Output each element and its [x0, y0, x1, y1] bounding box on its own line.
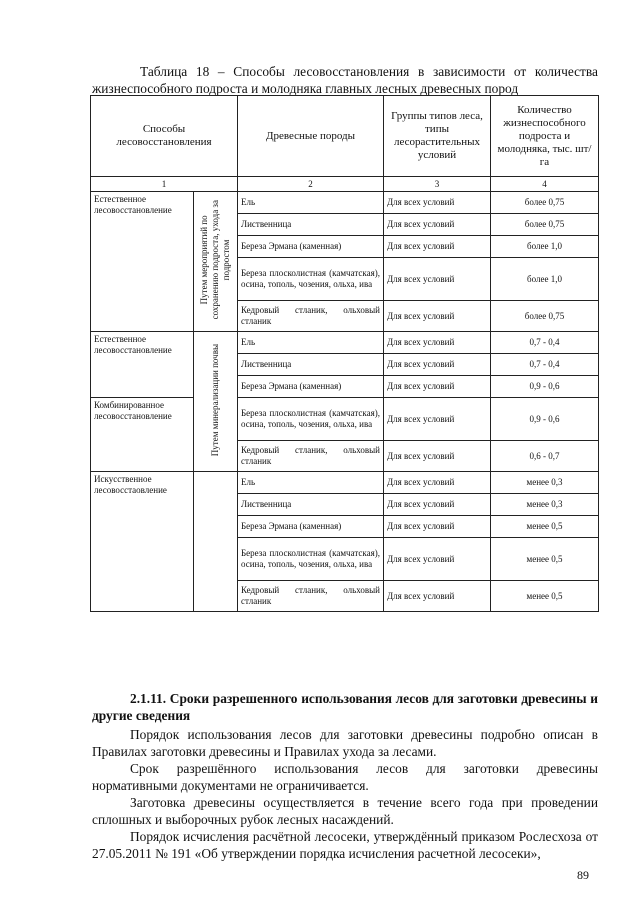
species-cell: Лиственница [238, 354, 384, 376]
quantity-cell: менее 0,5 [491, 538, 599, 581]
activity-cell [194, 472, 238, 612]
condition-cell: Для всех условий [384, 472, 491, 494]
quantity-cell: менее 0,3 [491, 494, 599, 516]
quantity-cell: менее 0,3 [491, 472, 599, 494]
quantity-cell: более 0,75 [491, 301, 599, 332]
method-label: Естественное лесовосстановление [94, 334, 172, 355]
condition-cell: Для всех условий [384, 581, 491, 612]
method-label: Естественное лесовосстановление [94, 194, 172, 215]
condition-cell: Для всех условий [384, 516, 491, 538]
condition-cell: Для всех условий [384, 301, 491, 332]
quantity-cell: 0,9 - 0,6 [491, 398, 599, 441]
method-label: Комбинированное лесовосстановление [94, 400, 172, 421]
paragraph: Заготовка древесины осуществляется в течение всего года при проведении сплошных и выборочных рубок лесных насаждений. [92, 795, 598, 827]
condition-cell: Для всех условий [384, 494, 491, 516]
species-cell: Ель [238, 192, 384, 214]
condition-cell: Для всех условий [384, 192, 491, 214]
activity-label: Путем минерализации почвы [210, 343, 220, 457]
header-row [91, 96, 599, 177]
header-number: 3 [384, 177, 491, 192]
condition-cell: Для всех условий [384, 376, 491, 398]
header-methods: Способы лесовосстановления [91, 96, 238, 177]
header-quantity: Количество жизнеспособного подроста и молодняка, тыс. шт/га [491, 96, 599, 177]
paragraph: Срок разрешённого использования лесов для заготовки древесины нормативными документами не ограничивается. [92, 761, 598, 793]
activity-label: Путем мероприятий по сохранению подроста, ухода за подростом [199, 200, 231, 320]
paragraph: Порядок использования лесов для заготовки древесины подробно описан в Правилах заготовки древесины и Правилах ухода за лесами. [92, 727, 598, 759]
condition-cell: Для всех условий [384, 332, 491, 354]
condition-cell: Для всех условий [384, 398, 491, 441]
table-caption: Таблица 18 – Способы лесовосстановления в зависимости от количества жизнеспособного подроста и молодняка главных лесных древесных пород [92, 64, 598, 96]
header-number: 4 [491, 177, 599, 192]
species-cell: Лиственница [238, 214, 384, 236]
header-number-row [91, 177, 599, 192]
quantity-cell: менее 0,5 [491, 516, 599, 538]
species-cell: Береза плосколистная (камчатская), осина, тополь, чозения, ольха, ива [238, 538, 384, 581]
method-cell [91, 332, 194, 398]
quantity-cell: более 1,0 [491, 258, 599, 301]
header-number: 2 [238, 177, 384, 192]
species-cell: Кедровый стланик, ольховый стланик [238, 581, 384, 612]
condition-cell: Для всех условий [384, 354, 491, 376]
species-cell: Кедровый стланик, ольховый стланик [238, 441, 384, 472]
table-row [91, 472, 599, 494]
activity-cell [194, 332, 238, 472]
paragraph: Порядок исчисления расчётной лесосеки, утверждённый приказом Рослесхоза от 27.05.2011 № 191 «Об утверждении порядка исчисления расчетной лесосеки», [92, 829, 598, 861]
species-cell: Береза плосколистная (камчатская), осина, тополь, чозения, ольха, ива [238, 398, 384, 441]
header-forest-types: Группы типов леса, типы лесорастительных условий [384, 96, 491, 177]
condition-cell: Для всех условий [384, 258, 491, 301]
page-number: 89 [577, 868, 589, 882]
header-number: 1 [91, 177, 238, 192]
header-species: Древесные породы [238, 96, 384, 177]
table-row [91, 398, 599, 441]
species-cell: Ель [238, 332, 384, 354]
table-row [91, 332, 599, 354]
quantity-cell: 0,7 - 0,4 [491, 332, 599, 354]
species-cell: Береза Эрмана (каменная) [238, 516, 384, 538]
activity-cell [194, 192, 238, 332]
quantity-cell: 0,6 - 0,7 [491, 441, 599, 472]
species-cell: Береза Эрмана (каменная) [238, 236, 384, 258]
condition-cell: Для всех условий [384, 214, 491, 236]
condition-cell: Для всех условий [384, 441, 491, 472]
quantity-cell: менее 0,5 [491, 581, 599, 612]
species-cell: Береза плосколистная (камчатская), осина, тополь, чозения, ольха, ива [238, 258, 384, 301]
method-cell [91, 192, 194, 332]
species-cell: Ель [238, 472, 384, 494]
quantity-cell: более 0,75 [491, 192, 599, 214]
quantity-cell: 0,9 - 0,6 [491, 376, 599, 398]
reforestation-table [90, 95, 599, 612]
method-cell [91, 472, 194, 612]
quantity-cell: 0,7 - 0,4 [491, 354, 599, 376]
species-cell: Кедровый стланик, ольховый стланик [238, 301, 384, 332]
species-cell: Лиственница [238, 494, 384, 516]
condition-cell: Для всех условий [384, 236, 491, 258]
method-cell [91, 398, 194, 472]
quantity-cell: более 1,0 [491, 236, 599, 258]
condition-cell: Для всех условий [384, 538, 491, 581]
species-cell: Береза Эрмана (каменная) [238, 376, 384, 398]
method-label: Искусственное лесовосстаовление [94, 474, 167, 495]
quantity-cell: более 0,75 [491, 214, 599, 236]
table-row [91, 192, 599, 214]
section-title: 2.1.11. Сроки разрешенного использования лесов для заготовки древесины и другие сведения [92, 691, 598, 723]
